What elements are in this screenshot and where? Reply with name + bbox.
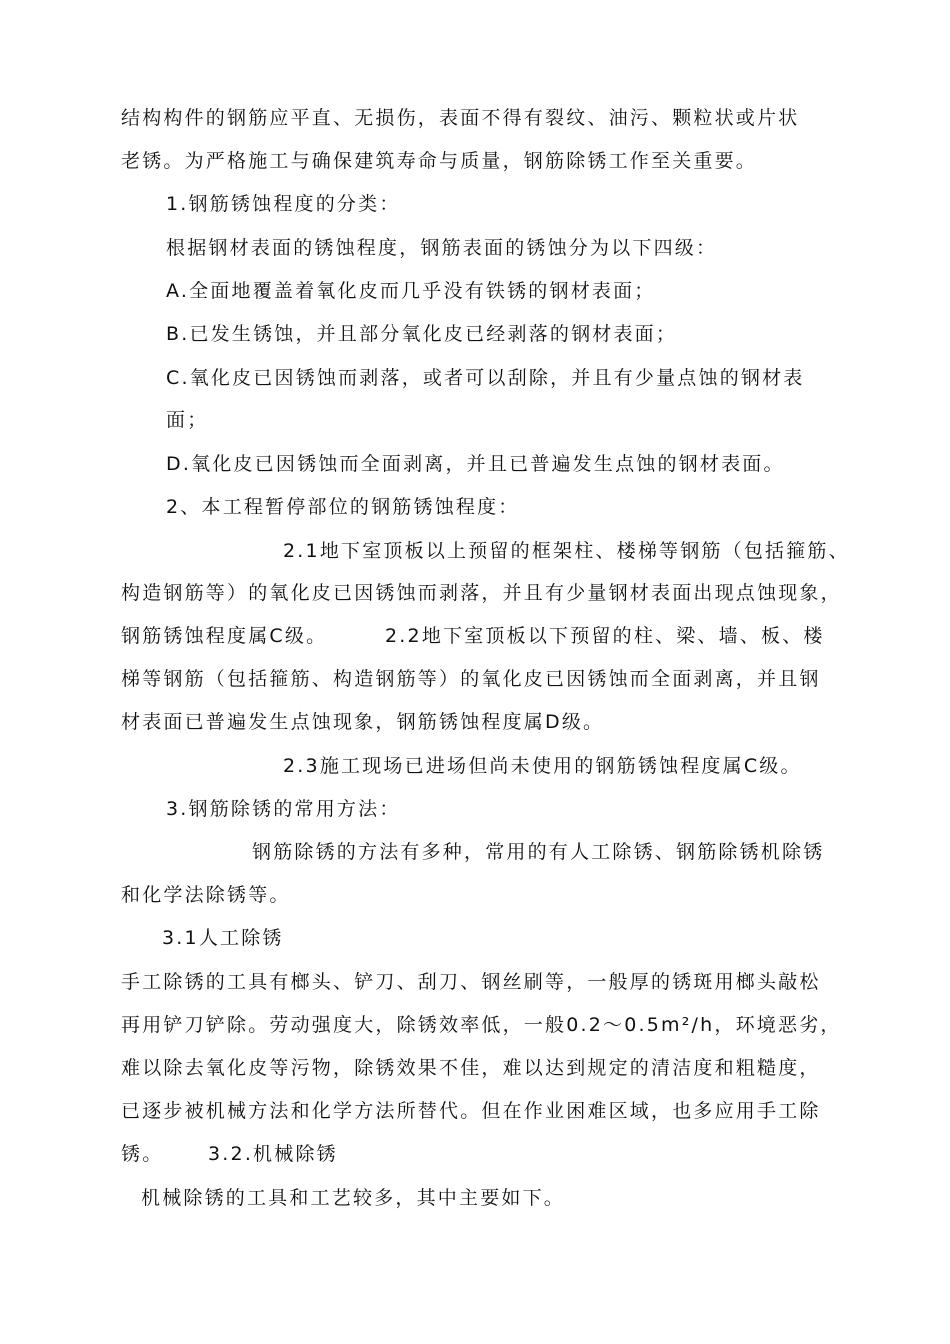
text-line: 结构构件的钢筋应平直、无损伤，表面不得有裂纹、油污、颗粒状或片状 [121,107,800,129]
list-item-continuation: 面； [166,409,209,431]
text-line: 钢筋锈蚀程度属C级。 [121,625,328,647]
text-line: 根据钢材表面的锈蚀程度，钢筋表面的锈蚀分为以下四级： [166,237,718,259]
text-line: 2.1地下室顶板以上预留的框架柱、楼梯等钢筋（包括箍筋、 [283,540,850,562]
section-heading: 2、本工程暂停部位的钢筋锈蚀程度： [166,496,520,518]
text-line: 2.2地下室顶板以下预留的柱、梁、墙、板、楼 [385,625,825,647]
text-line: 手工除锈的工具有榔头、铲刀、刮刀、钢丝刷等，一般厚的锈斑用榔头敲松 [121,971,821,993]
text-line: 和化学法除锈等。 [121,884,291,906]
list-item: C.氧化皮已因锈蚀而剥落，或者可以刮除，并且有少量点蚀的钢材表 [166,367,805,389]
text-line: 老锈。为严格施工与确保建筑寿命与质量，钢筋除锈工作至关重要。 [121,150,758,172]
text-line: 锈。 [121,1143,164,1165]
text-line: 机械除锈的工具和工艺较多，其中主要如下。 [141,1187,566,1209]
list-item: D.氧化皮已因锈蚀而全面剥离，并且已普遍发生点蚀的钢材表面。 [166,453,785,475]
subsection-heading: 3.1人工除锈 [162,927,284,949]
list-item: B.已发生锈蚀，并且部分氧化皮已经剥落的钢材表面； [166,323,678,345]
text-line: 难以除去氧化皮等污物，除锈效果不佳，难以达到规定的清洁度和粗糙度， [121,1057,821,1079]
list-item: A.全面地覆盖着氧化皮而几乎没有铁锈的钢材表面； [166,280,656,302]
subsection-heading: 3.2.机械除锈 [208,1143,338,1165]
text-line: 构造钢筋等）的氧化皮已因锈蚀而剥落，并且有少量钢材表面出现点蚀现象， [121,582,842,604]
text-line: 已逐步被机械方法和化学方法所替代。但在作业困难区域，也多应用手工除 [121,1100,821,1122]
text-line: 材表面已普遍发生点蚀现象，钢筋锈蚀程度属D级。 [121,711,605,733]
text-line: 梯等钢筋（包括箍筋、构造钢筋等）的氧化皮已因锈蚀而全面剥离，并且钢 [121,668,821,690]
section-heading: 3.钢筋除锈的常用方法： [166,798,401,820]
text-line: 再用铲刀铲除。劳动强度大，除锈效率低，一般0.2～0.5m²/h，环境恶劣， [121,1014,842,1036]
text-line: 钢筋除锈的方法有多种，常用的有人工除锈、钢筋除锈机除锈 [252,841,825,863]
text-line: 2.3施工现场已进场但尚未使用的钢筋锈蚀程度属C级。 [283,755,802,777]
section-heading: 1.钢筋锈蚀程度的分类： [166,193,401,215]
